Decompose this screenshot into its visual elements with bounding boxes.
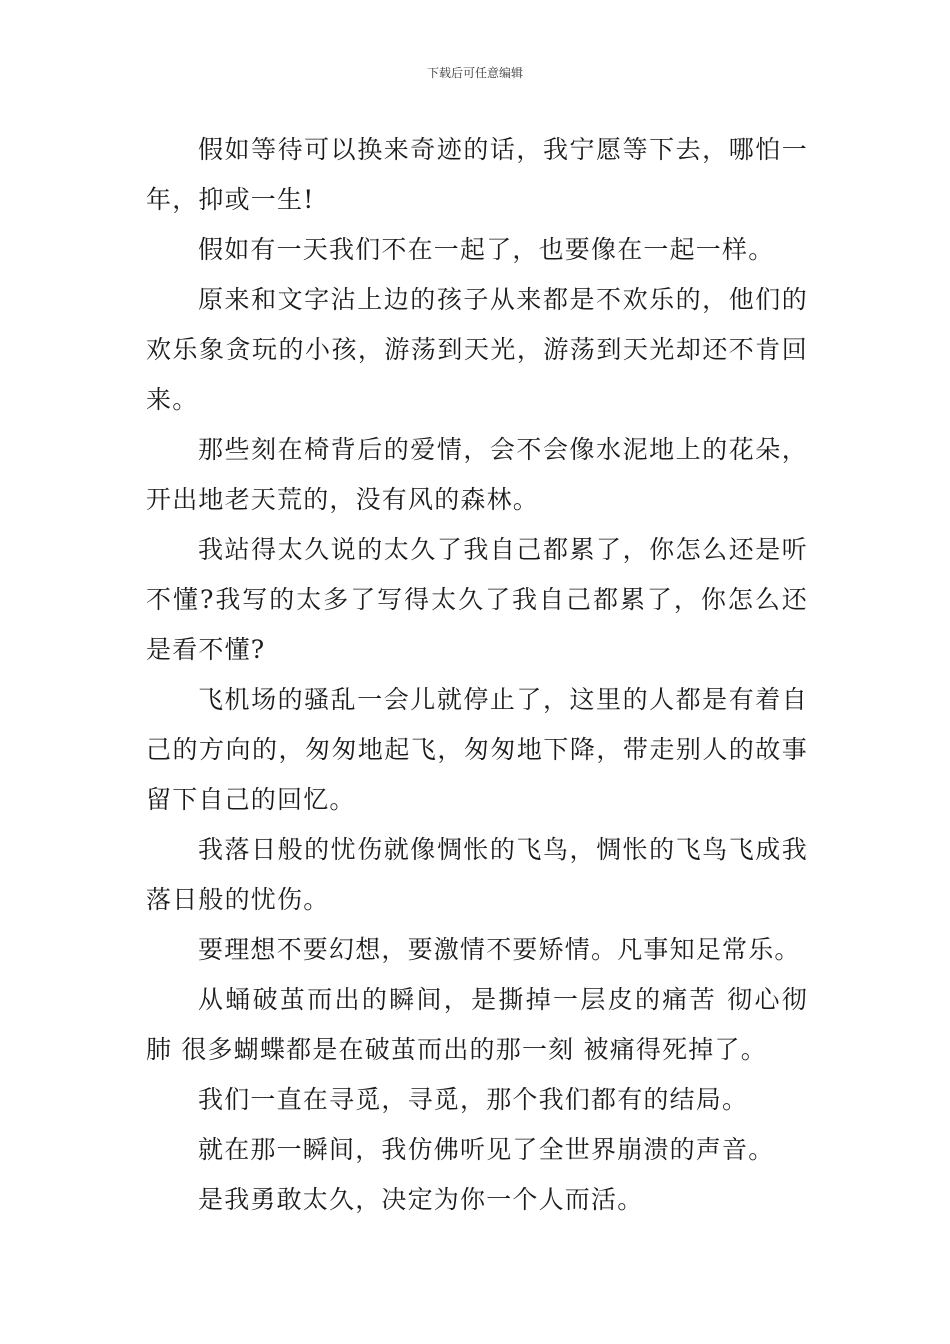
paragraph: 是我勇敢太久，决定为你一个人而活。 [198, 1185, 644, 1214]
document-body [146, 125, 808, 1225]
paragraph: 要理想不要幻想，要激情不要矫情。凡事知足常乐。 [198, 935, 801, 964]
paragraph: 我站得太久说的太久了我自己都累了，你怎么还是听不懂?我写的太多了写得太久了我自己都累了，你怎么还是看不懂? [146, 535, 808, 664]
paragraph: 假如有一天我们不在一起了，也要像在一起一样。 [198, 235, 775, 264]
paragraph: 那些刻在椅背后的爱情，会不会像水泥地上的花朵，开出地老天荒的，没有风的森林。 [146, 435, 808, 514]
paragraph: 就在那一瞬间，我仿佛听见了全世界崩溃的声音。 [198, 1135, 775, 1164]
paragraph: 飞机场的骚乱一会儿就停止了，这里的人都是有着自己的方向的，匆匆地起飞，匆匆地下降，带走别人的故事留下自己的回忆。 [146, 685, 808, 814]
paragraph: 从蛹破茧而出的瞬间，是撕掉一层皮的痛苦 彻心彻肺 很多蝴蝶都是在破茧而出的那一刻 被痛得死掉了。 [146, 985, 808, 1064]
paragraph: 原来和文字沾上边的孩子从来都是不欢乐的，他们的欢乐象贪玩的小孩，游荡到天光，游荡到天光却还不肯回来。 [146, 285, 808, 414]
paragraph: 假如等待可以换来奇迹的话，我宁愿等下去，哪怕一年，抑或一生! [146, 135, 808, 214]
paragraph: 我落日般的忧伤就像惆怅的飞鸟，惆怅的飞鸟飞成我落日般的忧伤。 [146, 835, 808, 914]
page-header: 下载后可任意编辑 [426, 66, 523, 80]
paragraph: 我们一直在寻觅，寻觅，那个我们都有的结局。 [198, 1085, 749, 1114]
